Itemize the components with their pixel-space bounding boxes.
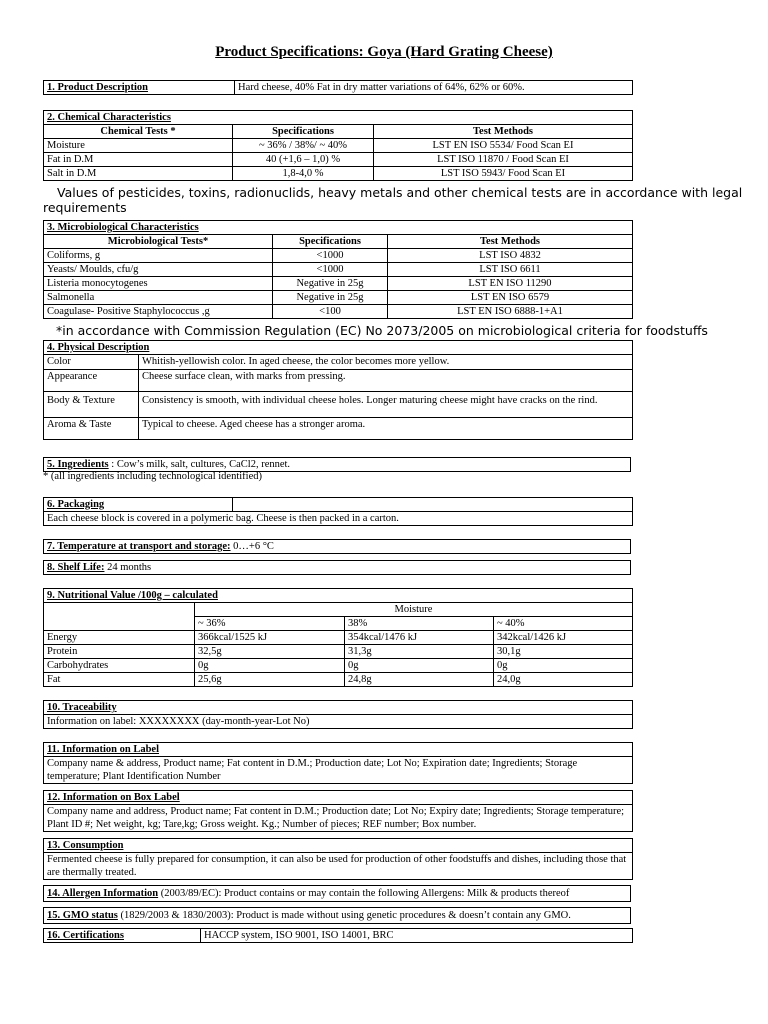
nutrition-col-40: ~ 40% bbox=[494, 617, 633, 631]
cell: Carbohydrates bbox=[44, 659, 195, 673]
chemical-col-tests: Chemical Tests * bbox=[44, 125, 233, 139]
nutrition-group: Moisture bbox=[195, 603, 633, 617]
cell: 32,5g bbox=[195, 645, 345, 659]
cell: Energy bbox=[44, 631, 195, 645]
packaging-empty-cell bbox=[233, 498, 633, 512]
cell: LST EN ISO 6579 bbox=[388, 291, 633, 305]
cell: 24,0g bbox=[494, 673, 633, 687]
cell: LST ISO 5943/ Food Scan EI bbox=[374, 167, 633, 181]
table-row bbox=[44, 418, 633, 440]
table-row bbox=[44, 263, 633, 277]
cell: Appearance bbox=[44, 370, 139, 392]
label-info-heading: 11. Information on Label bbox=[44, 743, 633, 757]
packaging-heading: 6. Packaging bbox=[44, 498, 233, 512]
consumption-value: Fermented cheese is fully prepared for consumption, it can also be used for production of other foodstuffs and dishes, including those that are thermally treated. bbox=[44, 853, 633, 880]
micro-col-methods: Test Methods bbox=[388, 235, 633, 249]
nutrition-blank-2 bbox=[44, 617, 195, 631]
temperature-heading: 7. Temperature at transport and storage: bbox=[47, 541, 231, 552]
physical-table bbox=[43, 340, 633, 440]
box-label-heading: 12. Information on Box Label bbox=[44, 791, 633, 805]
shelf-life-heading: 8. Shelf Life: bbox=[47, 562, 105, 573]
chemical-col-methods: Test Methods bbox=[374, 125, 633, 139]
allergen-box bbox=[43, 885, 631, 902]
microbiological-table bbox=[43, 220, 633, 319]
cell: Negative in 25g bbox=[273, 291, 388, 305]
table-row bbox=[44, 305, 633, 319]
table-row bbox=[44, 167, 633, 181]
shelf-life-box bbox=[43, 560, 631, 575]
box-label-value: Company name and address, Product name; Fat content in D.M.; Production date; Lot No; Expiry date; Ingredients; Storage temperature; Plant ID #; Net weight, kg; Tare,kg; Gross weight. Kg.; Number of pieces; REF number; Box number. bbox=[44, 805, 633, 832]
gmo-box bbox=[43, 907, 631, 924]
cell: LST ISO 11870 / Food Scan EI bbox=[374, 153, 633, 167]
label-info-value: Company name & address, Product name; Fat content in D.M.; Production date; Lot No; Expiration date; Ingredients; Storage temperature; Plant Identification Number bbox=[44, 757, 633, 784]
cell: <1000 bbox=[273, 263, 388, 277]
cell: Fat bbox=[44, 673, 195, 687]
cell: <1000 bbox=[273, 249, 388, 263]
certifications-heading: 16. Certifications bbox=[44, 929, 201, 943]
ingredients-value: : Cow’s milk, salt, cultures, CaCl2, rennet. bbox=[108, 459, 291, 470]
label-info-table bbox=[43, 742, 633, 784]
ingredients-box bbox=[43, 457, 631, 472]
table-row bbox=[44, 370, 633, 392]
table-row bbox=[44, 631, 633, 645]
product-description-table bbox=[43, 80, 633, 95]
allergen-value: (2003/89/EC): Product contains or may contain the following Allergens: Milk & products thereof bbox=[158, 888, 570, 899]
table-row bbox=[44, 153, 633, 167]
cell: Listeria monocytogenes bbox=[44, 277, 273, 291]
chemical-table bbox=[43, 110, 633, 181]
nutrition-col-38: 38% bbox=[345, 617, 494, 631]
cell: Color bbox=[44, 355, 139, 370]
table-row bbox=[44, 659, 633, 673]
cell: 1,8-4,0 % bbox=[233, 167, 374, 181]
table-row bbox=[44, 392, 633, 418]
cell: Whitish-yellowish color. In aged cheese, the color becomes more yellow. bbox=[139, 355, 633, 370]
cell: 31,3g bbox=[345, 645, 494, 659]
packaging-table bbox=[43, 497, 633, 526]
cell: Salt in D.M bbox=[44, 167, 233, 181]
nutrition-heading: 9. Nutritional Value /100g – calculated bbox=[44, 589, 633, 603]
chemical-heading: 2. Chemical Characteristics bbox=[44, 111, 633, 125]
table-row bbox=[44, 291, 633, 305]
certifications-table bbox=[43, 928, 633, 943]
cell: Negative in 25g bbox=[273, 277, 388, 291]
cell: LST EN ISO 11290 bbox=[388, 277, 633, 291]
allergen-heading: 14. Allergen Information bbox=[47, 888, 159, 899]
cell: Fat in D.M bbox=[44, 153, 233, 167]
product-description-value: Hard cheese, 40% Fat in dry matter variations of 64%, 62% or 60%. bbox=[235, 81, 633, 95]
cell: Aroma & Taste bbox=[44, 418, 139, 440]
micro-heading: 3. Microbiological Characteristics bbox=[44, 221, 633, 235]
cell: Consistency is smooth, with individual cheese holes. Longer maturing cheese might have cracks on the rind. bbox=[139, 392, 633, 418]
consumption-table bbox=[43, 838, 633, 880]
traceability-value: Information on label: XXXXXXXX (day-month-year-Lot No) bbox=[44, 715, 633, 729]
cell: 24,8g bbox=[345, 673, 494, 687]
cell: Typical to cheese. Aged cheese has a stronger aroma. bbox=[139, 418, 633, 440]
gmo-heading: 15. GMO status bbox=[47, 910, 118, 921]
nutrition-table bbox=[43, 588, 633, 687]
consumption-heading: 13. Consumption bbox=[44, 839, 633, 853]
nutrition-blank bbox=[44, 603, 195, 617]
cell: LST ISO 6611 bbox=[388, 263, 633, 277]
cell: Moisture bbox=[44, 139, 233, 153]
physical-heading: 4. Physical Description bbox=[44, 341, 633, 355]
chemical-col-specs: Specifications bbox=[233, 125, 374, 139]
ingredients-heading: 5. Ingredients bbox=[47, 459, 109, 470]
document-title: Product Specifications: Goya (Hard Grating Cheese) bbox=[215, 44, 553, 60]
table-row bbox=[44, 673, 633, 687]
table-row bbox=[44, 645, 633, 659]
temperature-value: 0…+6 °C bbox=[230, 541, 274, 552]
cell: <100 bbox=[273, 305, 388, 319]
micro-note: *in accordance with Commission Regulation (EC) No 2073/2005 on microbiological criteria for foodstuffs bbox=[56, 323, 708, 338]
table-row bbox=[44, 139, 633, 153]
cell: 366kcal/1525 kJ bbox=[195, 631, 345, 645]
cell: Yeasts/ Moulds, cfu/g bbox=[44, 263, 273, 277]
cell: Coagulase- Positive Staphylococcus ,g bbox=[44, 305, 273, 319]
cell: Protein bbox=[44, 645, 195, 659]
cell: 0g bbox=[195, 659, 345, 673]
box-label-table bbox=[43, 790, 633, 832]
table-row bbox=[44, 249, 633, 263]
cell: LST ISO 4832 bbox=[388, 249, 633, 263]
nutrition-col-36: ~ 36% bbox=[195, 617, 345, 631]
table-row bbox=[44, 355, 633, 370]
cell: LST EN ISO 6888-1+A1 bbox=[388, 305, 633, 319]
traceability-table bbox=[43, 700, 633, 729]
cell: 354kcal/1476 kJ bbox=[345, 631, 494, 645]
cell: 40 (+1,6 – 1,0) % bbox=[233, 153, 374, 167]
cell: ~ 36% / 38%/ ~ 40% bbox=[233, 139, 374, 153]
temperature-box bbox=[43, 539, 631, 554]
cell: 30,1g bbox=[494, 645, 633, 659]
cell: 0g bbox=[345, 659, 494, 673]
cell: 25,6g bbox=[195, 673, 345, 687]
chemical-note: Values of pesticides, toxins, radionuclids, heavy metals and other chemical tests are in accordance with legal requirements bbox=[43, 185, 743, 215]
packaging-value: Each cheese block is covered in a polymeric bag. Cheese is then packed in a carton. bbox=[44, 512, 633, 526]
cell: 0g bbox=[494, 659, 633, 673]
table-row bbox=[44, 277, 633, 291]
product-description-heading: 1. Product Description bbox=[44, 81, 235, 95]
ingredients-note: * (all ingredients including technological identified) bbox=[43, 471, 262, 482]
micro-col-specs: Specifications bbox=[273, 235, 388, 249]
cell: Body & Texture bbox=[44, 392, 139, 418]
cell: 342kcal/1426 kJ bbox=[494, 631, 633, 645]
certifications-value: HACCP system, ISO 9001, ISO 14001, BRC bbox=[201, 929, 633, 943]
gmo-value: (1829/2003 & 1830/2003): Product is made without using genetic procedures & doesn’t contain any GMO. bbox=[117, 910, 571, 921]
cell: Cheese surface clean, with marks from pressing. bbox=[139, 370, 633, 392]
cell: LST EN ISO 5534/ Food Scan EI bbox=[374, 139, 633, 153]
shelf-life-value: 24 months bbox=[104, 562, 152, 573]
cell: Salmonella bbox=[44, 291, 273, 305]
micro-col-tests: Microbiological Tests* bbox=[44, 235, 273, 249]
traceability-heading: 10. Traceability bbox=[44, 701, 633, 715]
cell: Coliforms, g bbox=[44, 249, 273, 263]
